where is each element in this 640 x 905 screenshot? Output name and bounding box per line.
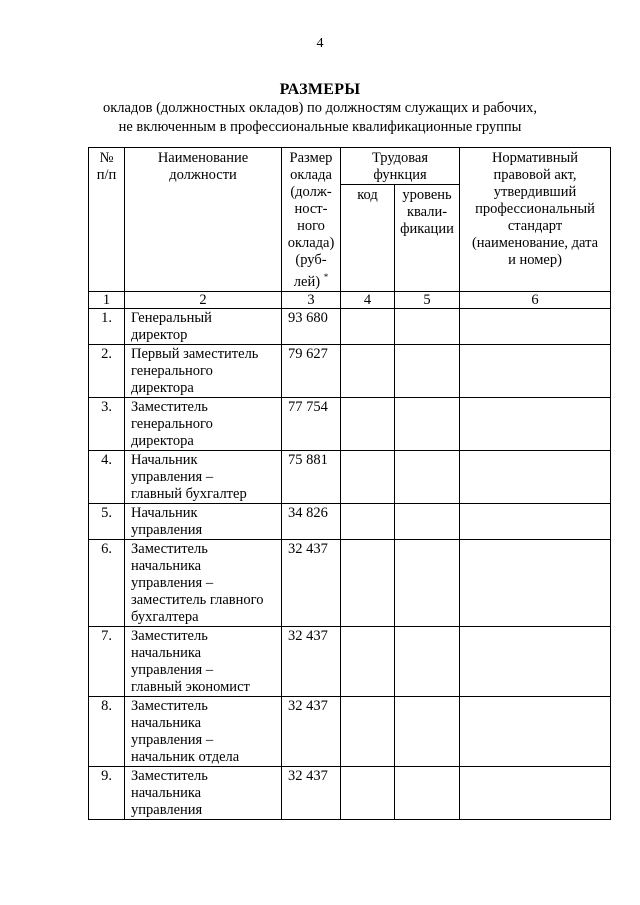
position-name: Заместитель начальника управления – главный экономист — [125, 626, 282, 696]
act-cell — [460, 503, 611, 539]
header-normative-act: Нормативный правовой акт, утвердивший профессиональный стандарт (наименование, дата и номер) — [460, 148, 611, 292]
column-number: 4 — [341, 291, 395, 308]
position-name: Начальник управления – главный бухгалтер — [125, 450, 282, 503]
row-number: 5. — [89, 503, 125, 539]
code-cell — [341, 503, 395, 539]
table-row — [89, 696, 611, 766]
act-cell — [460, 766, 611, 819]
table-row — [89, 503, 611, 539]
level-cell — [395, 344, 460, 397]
subtitle-line: не включенным в профессиональные квалификационные группы — [118, 119, 522, 135]
salary-value: 32 437 — [282, 539, 341, 626]
column-number: 2 — [125, 291, 282, 308]
salary-value: 34 826 — [282, 503, 341, 539]
document-title: РАЗМЕРЫ — [279, 81, 361, 98]
salary-value: 93 680 — [282, 308, 341, 344]
column-number: 1 — [89, 291, 125, 308]
level-cell — [395, 766, 460, 819]
level-cell — [395, 450, 460, 503]
row-number: 6. — [89, 539, 125, 626]
act-cell — [460, 539, 611, 626]
position-name: Начальник управления — [125, 503, 282, 539]
row-number: 9. — [89, 766, 125, 819]
position-name: Заместитель генерального директора — [125, 397, 282, 450]
row-number: 8. — [89, 696, 125, 766]
table-row — [89, 539, 611, 626]
column-number: 3 — [282, 291, 341, 308]
column-numbers-row — [89, 291, 611, 308]
level-cell — [395, 696, 460, 766]
position-name: Заместитель начальника управления — [125, 766, 282, 819]
header-qualification-level: уровень квали- фикации — [395, 185, 460, 292]
code-cell — [341, 308, 395, 344]
code-cell — [341, 539, 395, 626]
table-row — [89, 308, 611, 344]
table-row — [89, 397, 611, 450]
code-cell — [341, 344, 395, 397]
salary-table — [88, 147, 611, 820]
salary-value: 75 881 — [282, 450, 341, 503]
code-cell — [341, 766, 395, 819]
column-number: 5 — [395, 291, 460, 308]
header-labor-function: Трудовая функция — [341, 148, 460, 185]
table-row — [89, 766, 611, 819]
table-row — [89, 344, 611, 397]
footnote-mark: * — [323, 272, 329, 282]
level-cell — [395, 503, 460, 539]
column-number: 6 — [460, 291, 611, 308]
code-cell — [341, 626, 395, 696]
row-number: 4. — [89, 450, 125, 503]
position-name: Генеральный директор — [125, 308, 282, 344]
salary-value: 32 437 — [282, 626, 341, 696]
header-position-name: Наименование должности — [125, 148, 282, 292]
table-row — [89, 626, 611, 696]
salary-value: 32 437 — [282, 766, 341, 819]
header-number: № п/п — [89, 148, 125, 292]
position-name: Первый заместитель генерального директора — [125, 344, 282, 397]
page-number: 4 — [316, 36, 324, 51]
position-name: Заместитель начальника управления – начальник отдела — [125, 696, 282, 766]
level-cell — [395, 308, 460, 344]
act-cell — [460, 308, 611, 344]
subtitle-line: окладов (должностных окладов) по должностям служащих и рабочих, — [103, 100, 537, 116]
header-code: код — [341, 185, 395, 292]
code-cell — [341, 450, 395, 503]
act-cell — [460, 397, 611, 450]
level-cell — [395, 539, 460, 626]
act-cell — [460, 450, 611, 503]
salary-value: 79 627 — [282, 344, 341, 397]
level-cell — [395, 397, 460, 450]
row-number: 2. — [89, 344, 125, 397]
table-row — [89, 450, 611, 503]
act-cell — [460, 344, 611, 397]
salary-value: 32 437 — [282, 696, 341, 766]
level-cell — [395, 626, 460, 696]
code-cell — [341, 696, 395, 766]
act-cell — [460, 696, 611, 766]
code-cell — [341, 397, 395, 450]
position-name: Заместитель начальника управления – заместитель главного бухгалтера — [125, 539, 282, 626]
act-cell — [460, 626, 611, 696]
row-number: 7. — [89, 626, 125, 696]
row-number: 1. — [89, 308, 125, 344]
document-subtitle — [0, 99, 640, 137]
header-salary: Размер оклада (долж- ност- ного оклада) (руб- лей) * — [282, 148, 341, 292]
row-number: 3. — [89, 397, 125, 450]
salary-value: 77 754 — [282, 397, 341, 450]
